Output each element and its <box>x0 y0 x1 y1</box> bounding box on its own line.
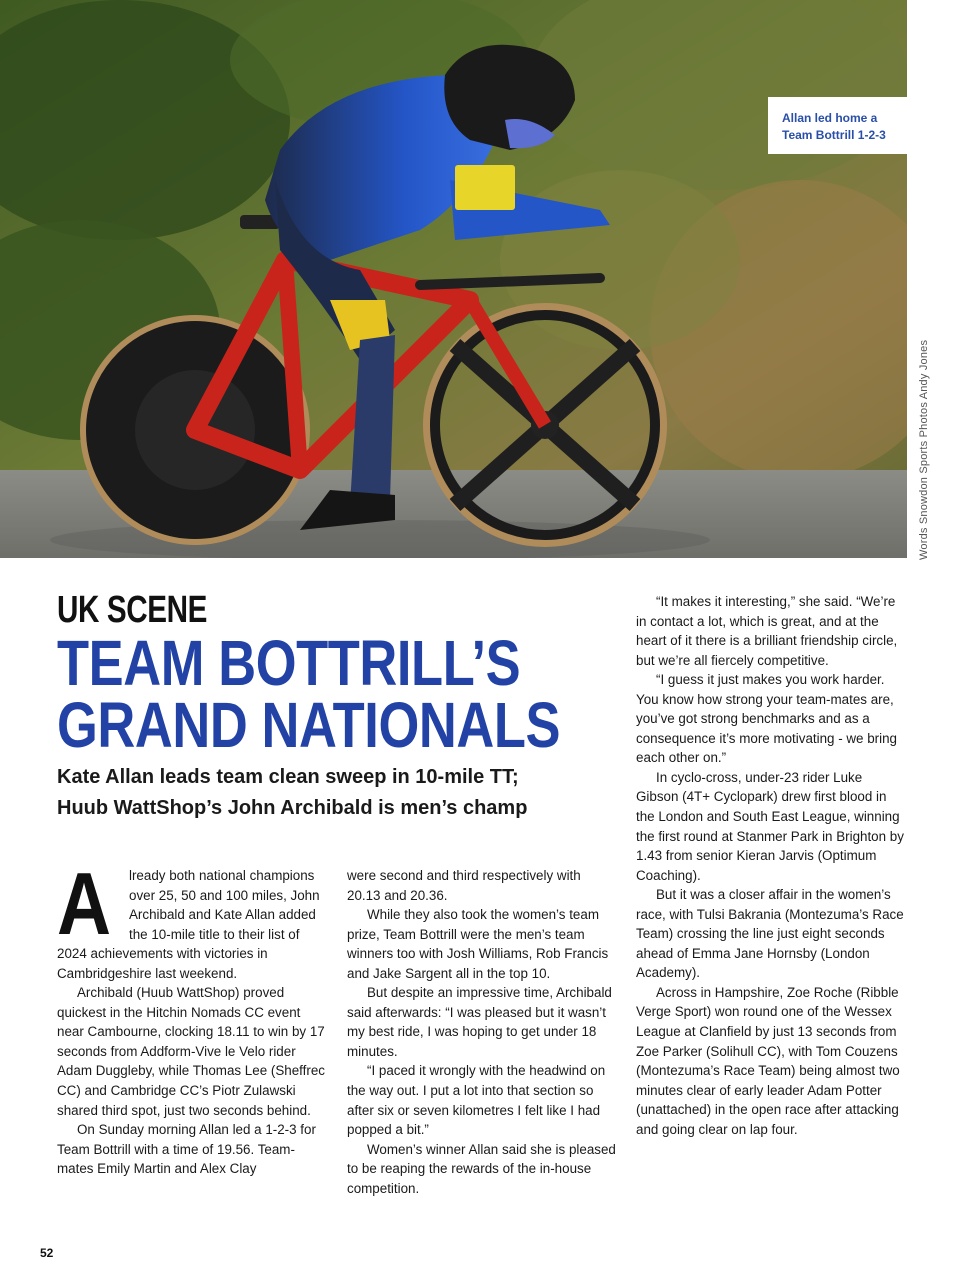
dropcap: A <box>57 854 112 953</box>
opening-paragraph <box>57 854 327 983</box>
body-paragraph-text: lready both national champions over 25, 50 and 100 miles, John Archibald and Kate Allan added the 10-mile title to their list of 2024 achievements with victories in Cambridgeshire last weekend. <box>57 868 320 981</box>
body-column-2 <box>347 866 617 1198</box>
body-paragraph: In cyclo-cross, under-23 rider Luke Gibson (4T+ Cyclopark) drew first blood in the London and South East League, winning the first round at Stanmer Park in Brighton by 1.43 from senior Kieran Jarvis (Optimum Coaching). <box>636 769 904 883</box>
standfirst <box>57 762 617 824</box>
headline-line-2: GRAND NATIONALS <box>57 689 561 761</box>
body-paragraph: On Sunday morning Allan led a 1-2-3 for Team Bottrill with a time of 19.56. Team-mates Emily Martin and Alex Clay <box>57 1122 316 1177</box>
body-paragraph: Women’s winner Allan said she is pleased to be reaping the rewards of the in-house competition. <box>347 1141 616 1196</box>
headline <box>57 627 647 761</box>
body-column-1 <box>57 854 327 1179</box>
standfirst-line-2: Huub WattShop’s John Archibald is men’s champ <box>57 797 528 819</box>
body-paragraph: “I guess it just makes you work harder. You know how strong your team-mates are, you’ve got strong benchmarks and as a consequence it’s more motivating - we bring each other on.” <box>636 672 897 766</box>
hero-photo <box>0 0 907 558</box>
photo-credit: Words Snowdon Sports Photos Andy Jones <box>918 339 930 560</box>
body-column-3 <box>636 592 906 1139</box>
section-kicker: UK SCENE <box>57 589 208 631</box>
body-paragraph: Archibald (Huub WattShop) proved quickest in the Hitchin Nomads CC event near Cambourne, clocking 18.11 to win by 17 seconds from Addform-Vive le Velo rider Adam Duggleby, while Thomas Lee (Sheffrec CC) and Cambridge CC’s Piotr Zulawski shared third spot, just two seconds behind. <box>57 985 325 1118</box>
body-paragraph: But it was a closer affair in the women’s race, with Tulsi Bakrania (Montezuma’s Race Team) crossing the line just eight seconds ahead of Emma Jane Hornsby (London Academy). <box>636 887 904 981</box>
body-paragraph: “I paced it wrongly with the headwind on the way out. I put a lot into that section so after six or seven kilometres I felt like I had popped a bit.” <box>347 1063 606 1138</box>
body-paragraph: But despite an impressive time, Archibald said afterwards: “I was pleased but it wasn’t my best ride, I was hoping to get under 18 minutes. <box>347 985 612 1059</box>
photo-caption: Allan led home a Team Bottrill 1-2-3 <box>768 97 907 154</box>
cyclist-illustration <box>0 0 907 558</box>
headline-line-1: TEAM BOTTRILL’S <box>57 627 521 699</box>
page-number: 52 <box>40 1246 54 1260</box>
standfirst-line-1: Kate Allan leads team clean sweep in 10-mile TT; <box>57 766 519 788</box>
body-paragraph: While they also took the women’s team prize, Team Bottrill were the men’s team winners too with Josh Williams, Rob Francis and Jake Sargent all in the top 10. <box>347 907 609 981</box>
body-paragraph: were second and third respectively with 20.13 and 20.36. <box>347 868 581 903</box>
body-paragraph: “It makes it interesting,” she said. “We’re in contact a lot, which is great, and at the heart of it there is a brilliant friendship circle, but we’re all fiercely competitive. <box>636 594 898 668</box>
body-paragraph: Across in Hampshire, Zoe Roche (Ribble Verge Sport) won round one of the Wessex League at Clanfield by just 13 seconds from Zoe Parker (Solihull CC), with Tom Couzens (Montezuma’s Race Team) being almost two minutes clear of early leader Adam Potter (unattached) in the open race after attacking and going clear on lap four. <box>636 984 900 1137</box>
